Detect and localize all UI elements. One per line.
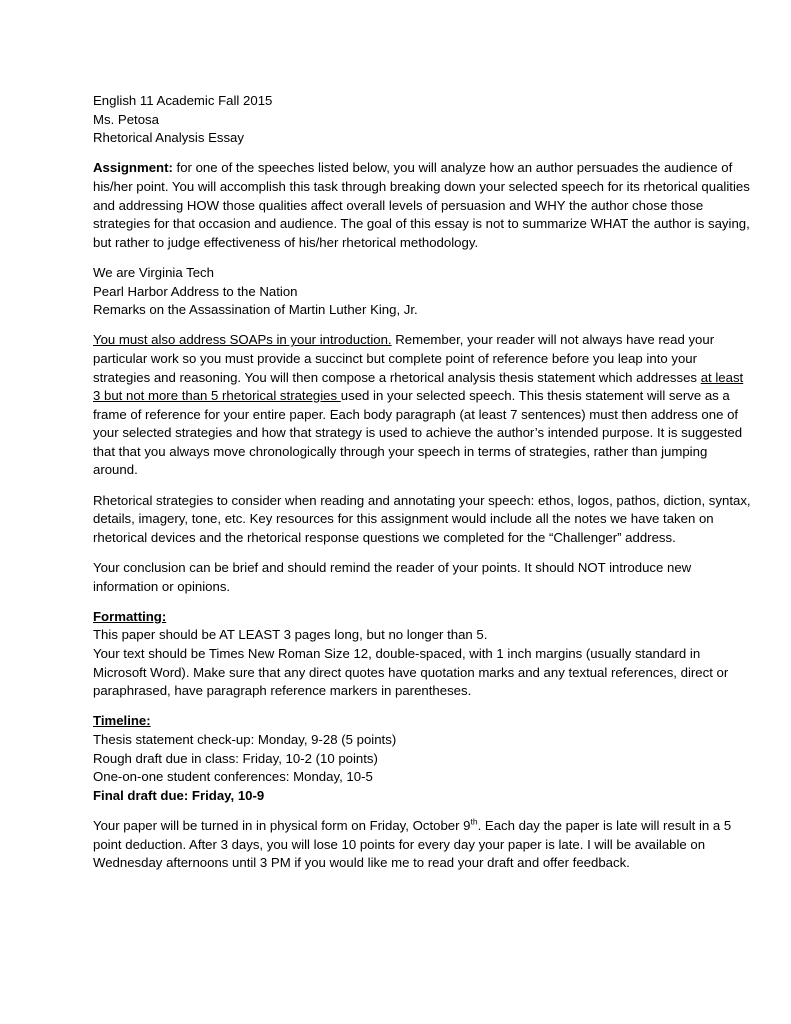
- assignment-text: for one of the speeches listed below, you will analyze how an author persuades the audience of his/her point. You will accomplish this task through breaking down your selected speech for its rhetorical qualities and addressing HOW those qualities affect overall levels of persuasion and WHY the author chose those strategies for that occasion and audience. The goal of this essay is not to summarize WHAT the author is saying, but rather to judge effectiveness of his/her rhetorical methodology.: [93, 160, 750, 250]
- formatting-style: Your text should be Times New Roman Size 12, double-spaced, with 1 inch margins (usually standard in Microsoft Word). Make sure that any direct quotes have quotation marks and any textual references, direct or paraphrased, have paragraph reference markers in parentheses.: [93, 646, 729, 699]
- formatting-heading: Formatting:: [93, 608, 167, 624]
- document-title: Rhetorical Analysis Essay: [93, 130, 244, 146]
- closing-paragraph: [93, 817, 751, 873]
- document-header: [93, 92, 751, 148]
- assignment-label: Assignment:: [93, 160, 173, 176]
- speech-list: [93, 264, 751, 320]
- soaps-requirement: You must also address SOAPs in your introduction.: [93, 332, 392, 348]
- teacher-line: Ms. Petosa: [93, 111, 159, 127]
- timeline-item: Thesis statement check-up: Monday, 9-28 (5 points): [93, 731, 397, 747]
- strategies-paragraph: Rhetorical strategies to consider when reading and annotating your speech: ethos, logos, pathos, diction, syntax, details, imagery, tone, etc. Key resources for this assignment would include all the notes we have taken on rhetorical devices and the rhetorical response questions we completed for the “Challenger” address.: [93, 492, 751, 545]
- timeline-section: [93, 712, 751, 805]
- timeline-item: One-on-one student conferences: Monday, 10-5: [93, 769, 373, 785]
- timeline-item: Rough draft due in class: Friday, 10-2 (10 points): [93, 750, 378, 766]
- closing-text-1: Your paper will be turned in in physical form on Friday, October 9: [93, 817, 471, 833]
- closing-text-2: . Each day the paper is late will result in a 5 point deduction. After 3 days, you will lose 10 points for every day your paper is late. I will be available on Wednesday afternoons until 3 PM if you would like me to read your draft and offer feedback.: [93, 817, 732, 871]
- soaps-text-2: used in your selected speech. This thesis statement will serve as a frame of reference for your entire paper. Each body paragraph (at least 7 sentences) must then address one of your selected strategies and how that strategy is used to achieve the author’s intended purpose. It is suggested that that you always move chronologically through your speech in terms of strategies, rather than jumping around.: [93, 388, 743, 478]
- soaps-paragraph: [93, 331, 751, 480]
- timeline-heading: Timeline:: [93, 713, 151, 729]
- course-line: English 11 Academic Fall 2015: [93, 93, 273, 108]
- assignment-paragraph: [93, 159, 751, 252]
- soaps-text-1: Remember, your reader will not always have read your particular work so you must provide a succinct but complete point of reference before you leap into your strategies and reasoning. You will then compose a rhetorical analysis thesis statement which addresses: [93, 332, 715, 385]
- speech-item: Pearl Harbor Address to the Nation: [93, 283, 298, 299]
- speech-item: We are Virginia Tech: [93, 264, 214, 280]
- conclusion-paragraph: Your conclusion can be brief and should remind the reader of your points. It should NOT introduce new information or opinions.: [93, 560, 692, 594]
- strategy-count-requirement: at least 3 but not more than 5 rhetorical strategies: [93, 369, 744, 404]
- speech-item: Remarks on the Assassination of Martin Luther King, Jr.: [93, 302, 418, 318]
- timeline-final-draft: Final draft due: Friday, 10-9: [93, 787, 265, 803]
- formatting-length: This paper should be AT LEAST 3 pages long, but no longer than 5.: [93, 627, 488, 643]
- ordinal-suffix: th: [470, 816, 478, 827]
- formatting-section: [93, 608, 751, 701]
